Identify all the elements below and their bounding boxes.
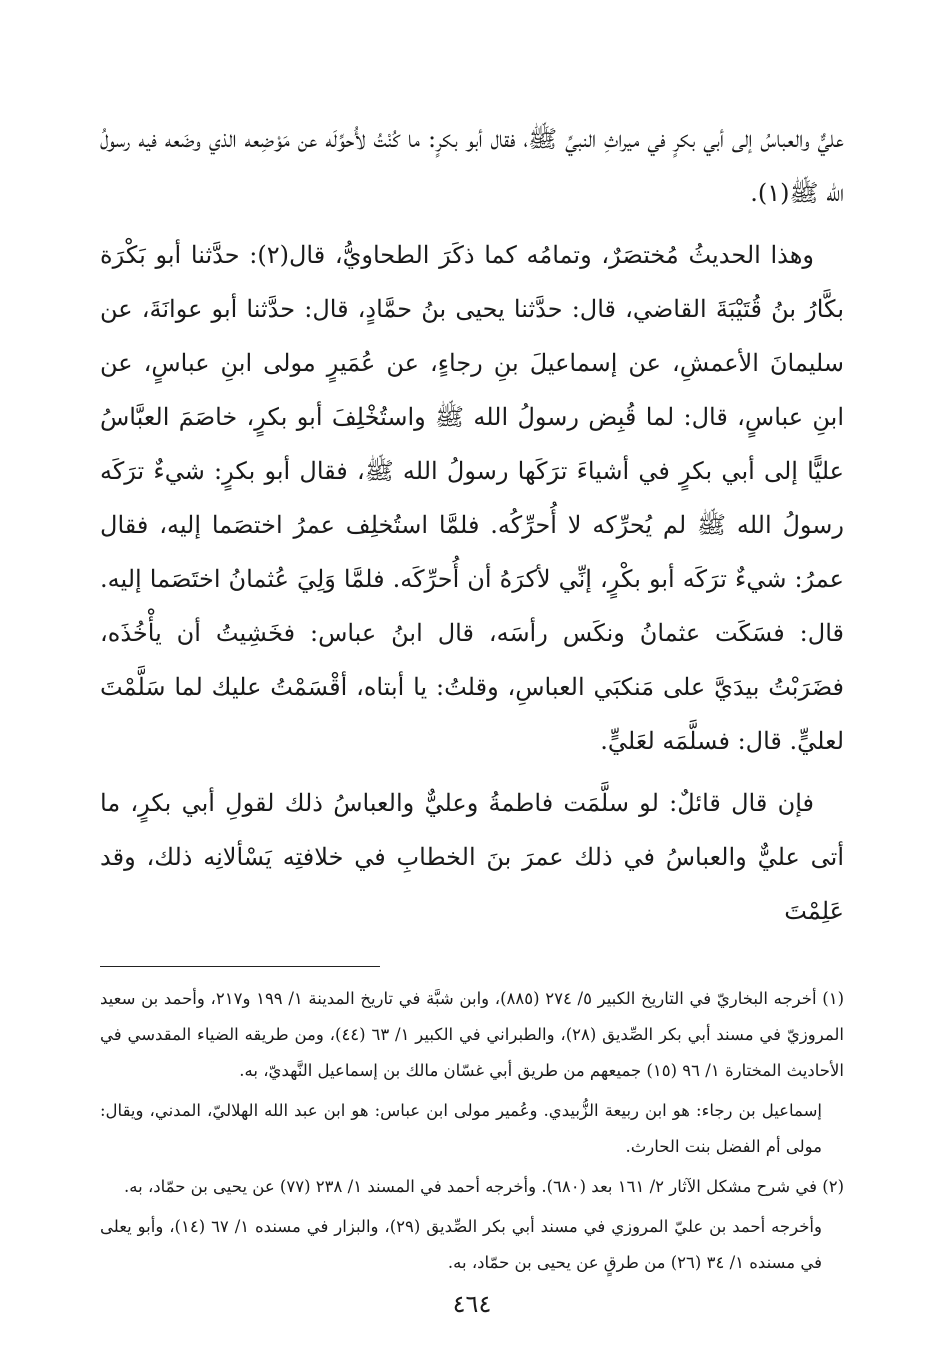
page-number: ٤٦٤ xyxy=(452,1290,492,1318)
paragraph-2: وهذا الحديثُ مُختصَرٌ، وتمامُه كما ذكَرَ الطحاويُّ، قال(٢): حدَّثنا أبو بَكْرَة بكَّارُ بنُ قُتَيْبَةَ القاضي، قال: حدَّثنا يحيى بنُ حمَّادٍ، قال: حدَّثنا أبو عوانَةَ، عن سليمانَ الأعمشِ، عن إسماعيلَ بنِ رجاءٍ، عن عُمَيرٍ مولى ابنِ عباسٍ، عن ابنِ عباسٍ، قال: لما قُبِض رسولُ الله ﷺ واستُخْلِفَ أبو بكرٍ، خاصَمَ العبَّاسُ عليًّا إلى أبي بكرٍ في أشياءَ ترَكَها رسولُ الله ﷺ، فقال أبو بكرٍ: شيءٌ ترَكَه رسولُ الله ﷺ لم يُحرِّكه لا أُحرِّكُه. فلمَّا استُخلِف عمرُ اختصَما إليه، فقال عمرُ: شيءٌ ترَكَه أبو بكْرٍ، إنِّي لأكرَهُ أن أُحرِّكَه. فلمَّا وَلِيَ عُثمانُ اختَصَما إليه. قال: فسَكَت عثمانُ ونكَس رأسَه، قال ابنُ عباس: فخَشِيتُ أن يأْخُذَه، فضَرَبْتُ بيدَيَّ على مَنكبَي العباسِ، وقلتُ: يا أبتاه، أقْسَمْتُ عليك لما سَلَّمْتَ لعليٍّ. قال: فسلَّمَه لعَليٍّ. xyxy=(100,241,844,755)
main-text xyxy=(100,112,844,938)
footnote-1-continuation: إسماعيل بن رجاء: هو ابن ربيعة الزُّبيدي. وعُمير مولى ابن عباس: هو ابن عبد الله الهلاليّ، المدني، ويقال: مولى أم الفضل بنت الحارث. xyxy=(100,1101,822,1156)
footnote-2 xyxy=(100,1169,844,1205)
paragraph-3: فإن قال قائلٌ: لو سلَّمَت فاطمةُ وعليٌّ والعباسُ ذلك لقولِ أبي بكرٍ، ما أتى عليٌّ والعباسُ في ذلك عمرَ بنَ الخطابِ في خلافتِه يَسْألانِه ذلك، وقد عَلِمْتَ xyxy=(100,789,844,925)
footnote-2-number: (٢) xyxy=(822,1177,844,1196)
footnote-1 xyxy=(100,981,844,1089)
footnote-2-continuation: وأخرجه أحمد بن عليّ المروزي في مسند أبي بكر الصِّديق (٢٩)، والبزار في مسنده ١/ ٦٧ (١٤)، وأبو يعلى في مسنده ١/ ٣٤ (٢٦) من طرقٍ عن يحيى بن حمّاد، به. xyxy=(100,1217,822,1272)
paragraph-1: عليٌّ والعباسُ إلى أبي بكرٍ في ميراثِ النبيِّ ﷺ، فقال أبو بكرٍ: ما كُنْتُ لأُحوِّلَه عن مَوْضِعه الذي وضَعه فيه رسولُ الله ﷺ(١). xyxy=(100,125,844,207)
footnote-2-text: في شرح مشكل الآثار ٢/ ١٦١ بعد (٦٨٠). وأخرجه أحمد في المسند ١/ ٢٣٨ (٧٧) عن يحيى بن حمّاد، به. xyxy=(124,1177,817,1196)
footnotes xyxy=(100,981,844,1281)
footnote-1-text: أخرجه البخاريّ في التاريخ الكبير ٥/ ٢٧٤ (٨٨٥)، وابن شبَّة في تاريخ المدينة ١/ ١٩٩ و٢١٧، وأحمد بن سعيد المروزيّ في مسند أبي بكر الصِّديق (٢٨)، والطبراني في الكبير ١/ ٦٣ (٤٤)، ومن طريقه الضياء المقدسي في الأحاديث المختارة ١/ ٩٦ (١٥) جميعهم من طريق أبي غسّان مالك بن إسماعيل النَّهديّ، به. xyxy=(100,989,844,1080)
footnote-separator xyxy=(100,966,380,967)
book-page xyxy=(100,112,844,1342)
footnote-1-number: (١) xyxy=(822,989,844,1008)
